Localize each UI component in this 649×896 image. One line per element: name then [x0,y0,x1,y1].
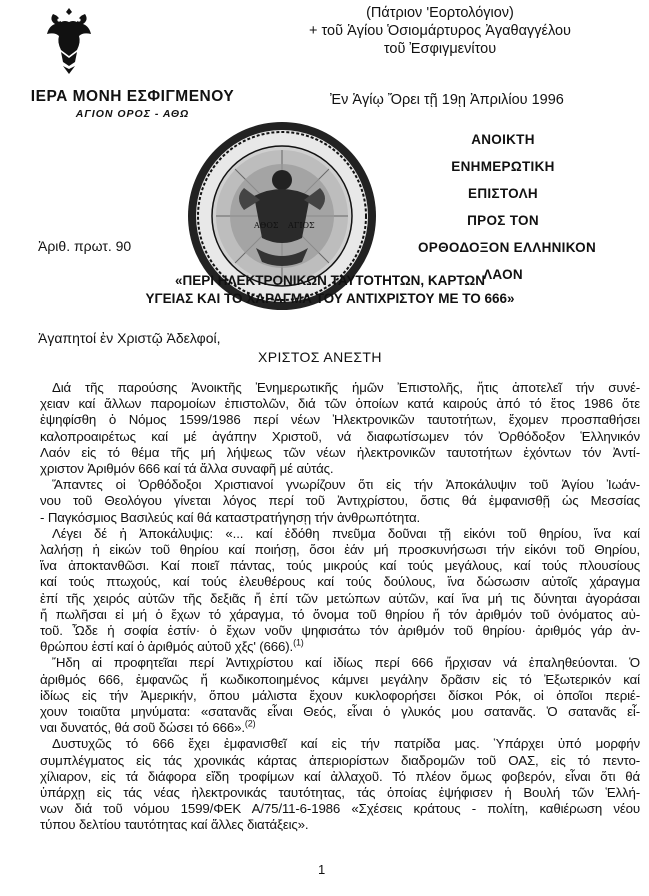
letter-title-line: ΛΑΟΝ [483,267,523,282]
paragraph-line: ἤ πωλῆσαι εἰ μή ὁ ἔχων τό χάραγμα, τό ὄνομα τοῦ θηρίου ἤ τόν ἀριθμόν τοῦ ὀνόματος αὐ- [40,606,640,622]
letter-title-line: ΕΝΗΜΕΡΩΤΙΚΗ [451,159,555,174]
letter-title-line: ΠΡΟΣ ΤΟΝ [467,213,539,228]
paragraph-line: - Παγκόσμιος Βασιλεύς καί θά καταστρατήγησῃ τήν ἀνθρωπότητα. [40,509,421,525]
paragraph-line: Διά τῆς παρούσης Ἀνοικτῆς Ἐνημερωτικῆς ἡμῶν Ἐπιστολῆς, ἥτις ἀποτελεῖ τήν συνέ- [52,380,640,395]
paragraph-line: Ἤδη αἱ προφητεῖαι περί Ἀντιχρίστου καί ἰδίως περί 666 ἤρχισαν νά ἐπαληθεύονται. Ὁ [52,655,640,671]
paragraph-line: νου τοῦ Θεολόγου γίνεται λόγος περί τοῦ Ἀντιχρίστου, ὅστις θά ἐμφανισθῇ ὡς Μεσσίας [40,493,640,509]
footnote-marker: (2) [244,718,256,729]
paragraph-line: Λαόν εἰς τό θέμα τῆς μή λήψεως τῶν νέων ἠλεκτρονικῶν ταυτοτήτων ἐχόντων τόν Ἀντί- [40,444,640,460]
footnote-marker: (1) [293,637,304,648]
letter-type-title [418,126,597,288]
paragraph-line: ἐπί τῆς χειρός αὐτῶν τῆς δεξιᾶς ἤ ἐπί τῶν μετώπων αὐτῶν, καί ἵνα μή τις δύνηται ἀγοράσαι [40,590,640,606]
paragraph-line: τύπου δελτίου ταυτότητας καί ἄλλες διατάξεις». [40,817,309,833]
paragraph-line: Λέγει δέ ἡ Ἀποκάλυψις: «... καί ἐδόθη πνεῦμα δοῦναι τῇ εἰκόνι τοῦ θηρίου, ἵνα καί [52,525,640,541]
paragraph-line: χειαν καί ἄλλων παρομοίων ἐπιστολῶν, διά τῶν ὁποίων κατά καιρούς ἀπό τό ἔτος 1986 ὅτε [40,396,640,412]
letter-title-line: ΕΠΙΣΤΟΛΗ [468,186,538,201]
paragraph [40,477,640,526]
paragraph-line: ἐψηφίσθη ὁ Νόμος 1599/1986 περί νέων Ἠλεκτρονικῶν ταυτοτήτων, ἔχομεν προσπαθήσει [40,412,640,428]
monastery-location: ΑΓΙΟΝ ΟΡΟΣ - ΑΘΩ [75,108,190,120]
easter-greeting: ΧΡΙΣΤΟΣ ΑΝΕΣΤΗ [258,349,382,365]
double-headed-eagle-emblem-icon [45,4,93,78]
feast-day-line: + τοῦ Ἁγίου Ὁσιομάρτυρος Ἀγαθαγγέλου [309,23,571,39]
paragraph [40,736,640,833]
letter-subject [30,272,630,308]
letter-body [40,380,640,834]
paragraph-line: Δυστυχῶς τό 666 ἔχει ἐμφανισθεῖ καί εἰς τήν πατρίδα μας. Ὑπάρχει ὑπό μορφήν [52,736,640,752]
paragraph-line: νων διά τοῦ νόμου 1599/ΦΕΚ Α/75/11-6-1986 «Σχέσεις κράτους - πολίτη, καθιέρωση νέου [40,801,640,817]
paragraph-line: θρώπου ἐστί καί ὁ ἀριθμός αὐτοῦ χξς' (666).$^{(1)}$ [40,637,304,655]
monastery-name: ΙΕΡΑ ΜΟΝΗ ΕΣΦΙΓΜΕΝΟΥ [30,88,235,105]
paragraph-line: χουν τοιαῦτα μηνύματα: «σατανᾶς εἶναι Θεός, εἶναι ὁ γλυκός μου σατανᾶς. Ὁ σατανᾶς εἶ- [40,704,640,720]
letter-title-line: ΑΝΟΙΚΤΗ [471,132,535,147]
protocol-number: Ἀριθ. πρωτ. 90 [38,238,132,254]
paragraph-line: καί τούς πτωχούς, καί τούς ἐλευθέρους καί τούς δούλους, ἵνα δώσωσιν αὐτοῖς χάραγμα [40,574,640,590]
paragraph-line: ἰδίως εἰς τήν Ἀμερικήν, ὅπου μάλιστα ἔχουν κυκλοφορήσει δίσκοι Ρόκ, οἱ ὁποῖοι περιέ- [40,687,640,703]
letter-date: Ἐν Ἁγίῳ Ὄρει τῇ 19ῃ Ἀπριλίου 1996 [330,92,564,108]
salutation: Ἀγαπητοί ἐν Χριστῷ Ἀδελφοί, [38,330,221,346]
paragraph-line: λαλήσῃ ἡ εἰκών τοῦ θηρίου καί ποιήσῃ, ὅσοι ἐάν μή προσκυνήσωσι τήν εἰκόνι τοῦ Θηρίου, [40,542,640,558]
subject-line: ΥΓΕΙΑΣ ΚΑΙ ΤΟ ΧΑΡΑΓΜΑ ΤΟΥ ΑΝΤΙΧΡΙΣΤΟΥ ΜΕ ΤΟ 666» [145,291,515,306]
paragraph-line: χίλιαρον, εἰς τά διάφορα εἴδη τροφίμων καί ἀλλαχοῦ. Τό πλέον ὅμως φοβερόν, εἶναι ὅτι θά [40,768,640,784]
paragraph-line: Ἅπαντες οἱ Ὀρθόδοξοι Χριστιανοί γνωρίζουν ὅτι εἰς τήν Ἀποκάλυψιν τοῦ Ἁγίου Ἰωάν- [52,477,640,493]
feast-day-heading [290,4,590,58]
paragraph-line: ἀριθμός 666, ἐμφανῶς ἤ κωδικοποιημένος κάμνει μεγάλην δρᾶσιν εἰς τό Ἐξωτερικόν καί [40,671,640,687]
paragraph [40,380,640,477]
paragraph [40,526,640,656]
seal-inscription-left: ΑΘΟΣ [254,221,279,230]
paragraph-line: καλοπροαιρέτως καί μέ ἀγάπην Χριστοῦ, νά διαφωτίσωμεν τόν Ὀρθόδοξον Ἑλληνικόν [40,428,640,444]
subject-line: «ΠΕΡΙ ΗΛΕΚΤΡΟΝΙΚΩΝ ΤΑΥΤΟΤΗΤΩΝ, ΚΑΡΤΩΝ [174,273,486,288]
paragraph-line: συμπλέγματος εἰς τάς χρονικάς κάρτας ἀπεριορίστων διαδρομῶν τοῦ ΟΑΣ, εἰς τό πεντο- [40,752,640,768]
paragraph-line: τοῦ. Ὧδε ἡ σοφία ἐστίν· ὁ ἔχων νοῦν ψηφισάτω τόν ἀριθμόν τοῦ θηρίου· ἀριθμός γάρ ἀν- [40,623,640,639]
paragraph [40,655,640,736]
feast-day-line: (Πάτριον 'Εορτολόγιον) [366,5,514,21]
paragraph-line: ναι δυνατός, θά σοῦ δώσει τό 666».$^{(2)}$ [40,718,256,736]
feast-day-line: τοῦ Ἐσφιγμενίτου [383,41,497,57]
seal-inscription-right: ΑΓΙΟΣ [288,221,315,230]
paragraph-line: χριστον Ἀριθμόν 666 καί τά ἄλλα συναφῆ μέ αὐτάς. [40,461,334,477]
letter-title-line: ΟΡΘΟΔΟΞΟΝ ΕΛΛΗΝΙΚΟΝ [418,240,597,255]
page-number: 1 [318,862,326,877]
paragraph-line: ἵνα ἀποκτανθῶσι. Καί ποιεῖ πάντας, τούς μικρούς καί τούς μεγάλους, καί τούς πλουσίους [40,558,640,574]
paragraph-line: ὑπάρχῃ εἰς τάς νέας ἠλεκτρονικάς ταυτότητας, τάς ὁποίας ἐψήφισεν ἡ Βουλή τῶν Ἑλλή- [40,785,640,801]
